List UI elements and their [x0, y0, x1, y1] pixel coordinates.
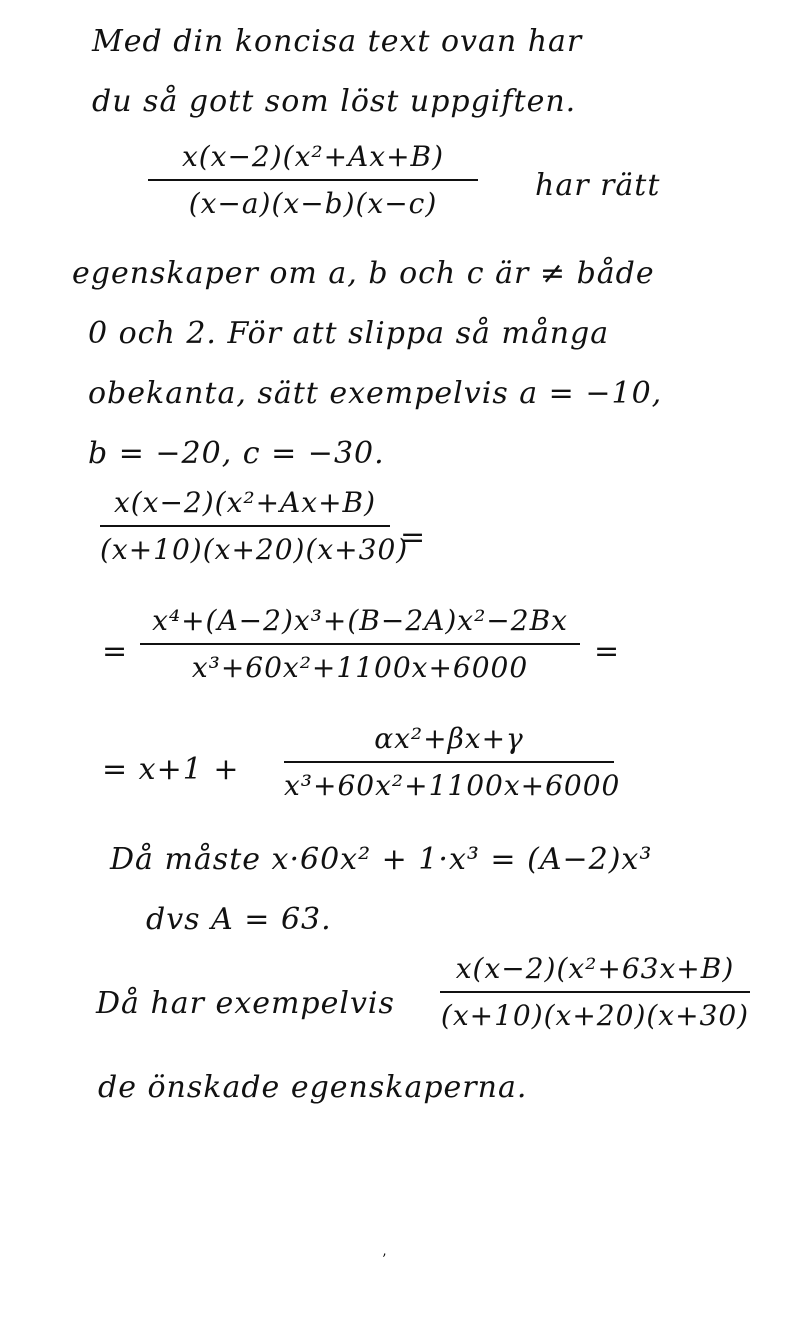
- fraction-substituted-numerator: x(x−2)(x²+Ax+B): [113, 486, 377, 519]
- fraction-expanded-bar: [140, 643, 580, 645]
- fraction-expanded: [140, 604, 580, 684]
- intro-line-1: Med din koncisa text ovan har: [92, 24, 583, 59]
- equals-sign-3: =: [594, 634, 620, 669]
- paragraph-line-4: b = −20, c = −30.: [88, 436, 385, 471]
- fraction-general-suffix: har rätt: [535, 168, 661, 203]
- final-lead: Då har exempelvis: [96, 986, 395, 1021]
- paragraph-line-3: obekanta, sätt exempelvis a = −10,: [88, 376, 663, 411]
- fraction-general-bar: [148, 179, 478, 181]
- fraction-final: [440, 952, 750, 1032]
- fraction-final-denominator: (x+10)(x+20)(x+30): [440, 999, 750, 1032]
- paragraph-line-2: 0 och 2. För att slippa så många: [88, 316, 610, 351]
- equals-sign-2: =: [102, 634, 128, 669]
- fraction-expanded-numerator: x⁴+(A−2)x³+(B−2A)x²−2Bx: [152, 604, 568, 637]
- fraction-substituted: [100, 486, 409, 566]
- equals-sign-1: =: [400, 520, 426, 555]
- intro-line-2: du så gott som löst uppgiften.: [92, 84, 577, 119]
- conclusion-line-1: Då måste x·60x² + 1·x³ = (A−2)x³: [110, 842, 653, 877]
- fraction-final-numerator: x(x−2)(x²+63x+B): [455, 952, 735, 985]
- fraction-remainder-denominator: x³+60x²+1100x+6000: [284, 769, 621, 802]
- fraction-substituted-bar: [100, 525, 390, 527]
- stray-pen-mark: ’: [382, 1252, 387, 1268]
- fraction-general-denominator: (x−a)(x−b)(x−c): [188, 187, 438, 220]
- fraction-final-bar: [440, 991, 750, 993]
- fraction-general: [148, 140, 478, 220]
- fraction-remainder-numerator: αx²+βx+γ: [374, 722, 524, 755]
- fraction-remainder: [284, 722, 621, 802]
- fraction-expanded-denominator: x³+60x²+1100x+6000: [191, 651, 529, 684]
- polynomial-division-prefix: = x+1 +: [102, 752, 240, 787]
- fraction-remainder-bar: [284, 761, 614, 763]
- fraction-general-numerator: x(x−2)(x²+Ax+B): [181, 140, 445, 173]
- paragraph-line-1: egenskaper om a, b och c är ≠ både: [72, 256, 655, 291]
- fraction-substituted-denominator: (x+10)(x+20)(x+30): [100, 533, 409, 566]
- closing-line: de önskade egenskaperna.: [98, 1070, 528, 1105]
- conclusion-line-2: dvs A = 63.: [146, 902, 332, 937]
